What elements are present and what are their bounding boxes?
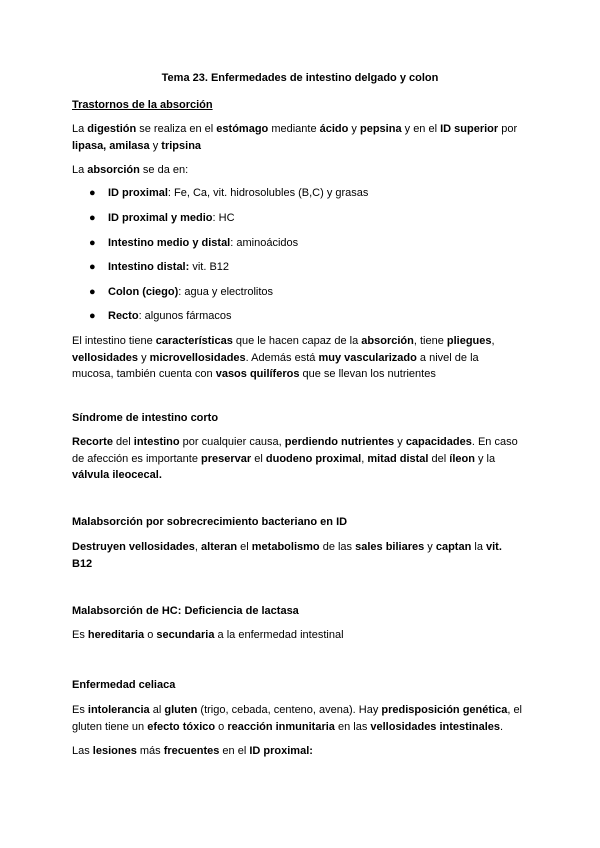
- paragraph-lactasa: Es hereditaria o secundaria a la enfermedad intestinal: [72, 629, 344, 641]
- section-heading-lactasa: Malabsorción de HC: Deficiencia de lactasa: [72, 605, 299, 617]
- section-heading-intestino-corto: Síndrome de intestino corto: [72, 412, 219, 424]
- paragraph-celiaca: Es intolerancia al gluten (trigo, cebada, centeno, avena). Hay predisposición genética, el gluten tiene un efecto tóxico o reacción inmunitaria en las vellosidades intestinales.: [72, 704, 523, 733]
- section-heading-sobrecrecimiento: Malabsorción por sobrecrecimiento bacteriano en ID: [72, 516, 348, 528]
- paragraph-digestion: La digestión se realiza en el estómago mediante ácido y pepsina y en el ID superior por lipasa, amilasa y tripsina: [72, 123, 518, 152]
- section-heading-absorcion: Trastornos de la absorción: [72, 99, 213, 111]
- paragraph-intestino-corto: Recorte del intestino por cualquier causa, perdiendo nutrientes y capacidades. En caso de afección es importante preservar el duodeno proximal, mitad distal del íleon y la válvula ileocecal.: [72, 436, 518, 481]
- document-page: Tema 23. Enfermedades de intestino delgado y colon Trastornos de la absorción La digestión se realiza en el estómago mediante ácido y pepsina y en el ID superior por lipasa, amilasa y tripsina La absorción se da en: ● ID proximal: Fe, Ca, vit. hidrosolubles (B,C) y grasas ● ID proximal y medio: HC ● Intestino medio y distal: aminoácidos ● Intestino distal: vit. B12 ● Colon (ciego): agua y electrolitos ● Recto: algunos fármacos El intestino tiene características que le hacen capaz de la absorción, tiene pliegues, vellosidades y microvellosidades. Además está muy vascularizado a nivel de la mucosa, también cuenta con vasos quilíferos que se llevan los nutrientes Síndrome de intestino corto Recorte del intestino por cualquier causa, perdiendo nutrientes y capacidades. En caso de afección es importante preservar el duodeno proximal, mitad distal del íleon y la válvula ileocecal. Malabsorción por sobrecrecimiento bacteriano en ID Destruyen vellosidades, alteran el metabolismo de las sales biliares y captan la vit. B12 Malabsorción de HC: Deficiencia de lactasa Es hereditaria o secundaria a la enfermedad intestinal Enfermedad celiaca Es intolerancia al gluten (trigo, cebada, centeno, avena). Hay predisposición genética, el gluten tiene un efecto tóxico o reacción inmunitaria en las vellosidades intestinales. Las lesiones más frecuentes en el ID proximal:: [0, 0, 600, 848]
- paragraph-caracteristicas: El intestino tiene características que le hacen capaz de la absorción, tiene pliegues, vellosidades y microvellosidades. Además está muy vascularizado a nivel de la mucosa, también cuenta con vasos quilíferos que se llevan los nutrientes: [72, 335, 495, 380]
- section-heading-celiaca: Enfermedad celiaca: [72, 679, 176, 691]
- page-title: Tema 23. Enfermedades de intestino delgado y colon: [161, 72, 439, 84]
- paragraph-absorcion-intro: La absorción se da en:: [72, 164, 189, 176]
- paragraph-sobrecrecimiento: Destruyen vellosidades, alteran el metabolismo de las sales biliares y captan la vit. B12: [72, 541, 502, 570]
- paragraph-lesiones: Las lesiones más frecuentes en el ID proximal:: [72, 745, 313, 757]
